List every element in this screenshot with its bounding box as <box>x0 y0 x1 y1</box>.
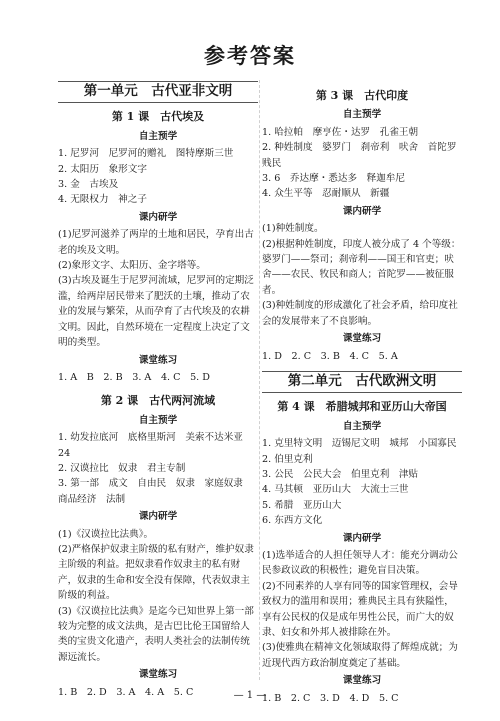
answer-line: 2. 太阳历 象形文字 <box>58 163 147 175</box>
answer-line: 1. 尼罗河 尼罗河的赠礼 图特摩斯三世 <box>58 148 234 160</box>
section-label: 课堂练习 <box>138 354 178 366</box>
page-number: — 1 — <box>233 690 267 701</box>
answer-paragraph: (2)严格保护奴隶主阶级的私有财产，维护奴隶主阶级的利益。把奴隶看作奴隶主的私有财产，奴隶的生命和安全没有保障，代表奴隶主阶级的利益。 <box>58 543 254 602</box>
section-label: 课内研学 <box>138 211 178 223</box>
answer-line: 4. 马其顿 亚历山大 大流士三世 <box>262 484 409 496</box>
answer-paragraph: (2)象形文字、太阳历、金字塔等。 <box>58 260 206 272</box>
section-label: 课内研学 <box>138 511 178 523</box>
answer-line: 2. 伯里克利 <box>262 453 313 465</box>
lesson-title: 第 3 课 古代印度 <box>315 89 409 102</box>
answer-line: 1. 哈拉帕 摩亨佐・达罗 孔雀王朝 <box>262 126 419 138</box>
answer-line: 4. 无限权力 神之子 <box>58 194 147 206</box>
answer-paragraph: (3)《汉谟拉比法典》是迄今已知世界上第一部较为完整的成文法典，是古巴比伦王国留给人类的宝贵文化遗产，表明人类社会的法制传统源远流长。 <box>58 605 254 663</box>
spacer <box>262 364 462 370</box>
answer-paragraph: (2)不同素养的人享有同等的国家管理权，会导致权力的滥用和误用；雅典民主具有狭隘性，享有公民权的仅是成年男性公民，而广大的奴隶、妇女和外邦人被排除在外。 <box>262 580 458 638</box>
column-divider <box>259 80 260 680</box>
section-label: 课堂练习 <box>342 675 382 687</box>
unit-heading: 第一单元 古代亚非文明 <box>58 84 258 99</box>
left-column <box>58 80 258 700</box>
answer-paragraph: (1)种姓制度。 <box>262 223 324 235</box>
unit-heading: 第二单元 古代欧洲文明 <box>262 374 462 389</box>
practice-answers: 1. D 2. C 3. B 4. C 5. A <box>262 350 398 362</box>
answer-paragraph: (1)选举适合的人担任领导人才：能充分调动公民参政议政的积极性；避免盲目决策。 <box>262 549 458 577</box>
section-label: 课堂练习 <box>342 333 382 345</box>
section-label: 课内研学 <box>342 532 382 544</box>
answer-line: 3. 金 古埃及 <box>58 179 119 191</box>
answer-paragraph: (3)种姓制度的形成激化了社会矛盾，给印度社会的发展带来了不良影响。 <box>262 300 458 327</box>
answer-line: 1. 幼发拉底河 底格里斯河 美索不达米亚 24 <box>58 432 253 459</box>
section-label: 自主预学 <box>342 420 382 432</box>
section-label: 自主预学 <box>138 414 178 426</box>
answer-paragraph: (3)使雅典在精神文化领域取得了辉煌成就；为近现代西方政治制度奠定了基础。 <box>262 642 458 669</box>
answer-paragraph: (2)根据种姓制度，印度人被分成了 4 个等级：婆罗门——祭司；刹帝利——国王和官吏；吠舍——农民、牧民和商人；首陀罗——被征服者。 <box>262 238 461 296</box>
practice-answers: 1. B 2. D 3. A 4. A 5. C <box>58 686 194 698</box>
answer-line: 1. 克里特文明 迈锡尼文明 城邦 小国寡民 <box>262 438 457 450</box>
lesson-title: 第 1 课 古代埃及 <box>111 110 205 124</box>
answer-line: 4. 众生平等 忍耐顺从 新疆 <box>262 188 390 200</box>
lesson-title: 第 4 课 希腊城邦和亚历山大帝国 <box>277 400 447 414</box>
answer-paragraph: (1)尼罗河滋养了两岸的土地和居民，孕育出古老的埃及文明。 <box>58 229 254 256</box>
section-label: 课堂练习 <box>138 669 178 681</box>
answer-line: 2. 汉谟拉比 奴隶 君主专制 <box>58 462 186 474</box>
right-column <box>262 80 467 706</box>
answer-line: 2. 种姓制度 婆罗门 刹帝利 吠舍 首陀罗 贱民 <box>262 142 467 169</box>
answer-line: 6. 东西方文化 <box>262 515 323 527</box>
section-label: 自主预学 <box>342 109 382 121</box>
section-label: 课内研学 <box>342 205 382 217</box>
practice-answers: 1. B 2. C 3. D 4. D 5. C <box>262 692 399 704</box>
section-label: 自主预学 <box>138 130 178 142</box>
answer-line: 3. 6 乔达摩・悉达多 释迦牟尼 <box>262 173 406 185</box>
answer-paragraph: (3)古埃及诞生于尼罗河流域，尼罗河的定期泛滥，给两岸居民带来了肥沃的土壤，推动了农业的发展与繁荣，从而孕育了古代埃及的农耕文明。因此，自然环境在一定程度上决定了文明的类型。 <box>58 275 254 349</box>
answer-line: 3. 公民 公民大会 伯里克利 津贴 <box>262 468 419 480</box>
lesson-title: 第 2 课 古代两河流域 <box>100 394 216 408</box>
answer-line: 5. 希腊 亚历山大 <box>262 499 342 511</box>
page-title: 参考答案 <box>204 43 296 68</box>
answer-paragraph: (1)《汉谟拉比法典》。 <box>58 528 154 540</box>
practice-answers: 1. A B 2. B 3. A 4. C 5. D <box>58 371 210 383</box>
answer-line: 3. 第一部 成文 自由民 奴隶 家庭奴隶 商品经济 法制 <box>58 478 253 505</box>
